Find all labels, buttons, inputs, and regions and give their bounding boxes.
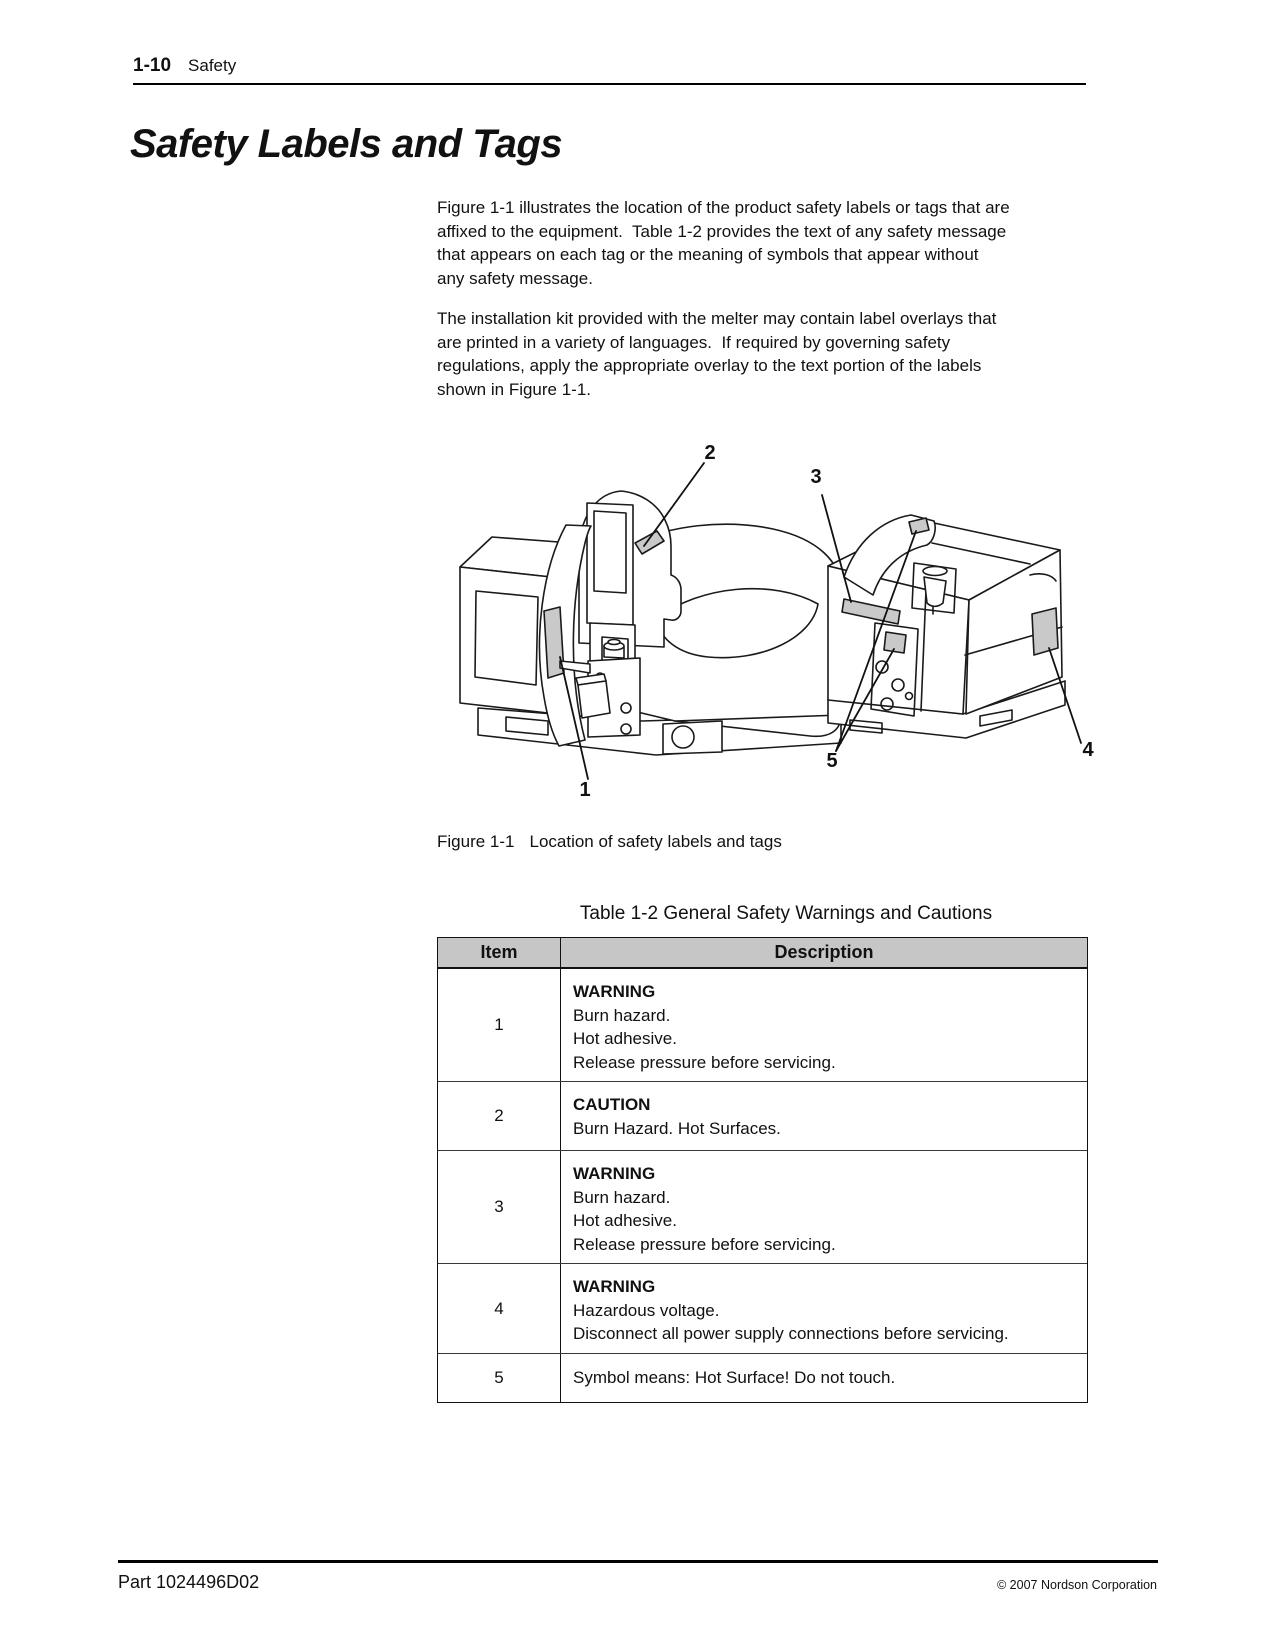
item-description (561, 1264, 1087, 1353)
callout-1: 1 (579, 779, 591, 801)
figure-1-1-illustration (420, 415, 1110, 805)
description-line: Release pressure before servicing. (573, 1052, 836, 1072)
paragraph-line: any safety message. (437, 268, 593, 288)
table-title: Table 1-2 General Safety Warnings and Cautions (579, 903, 993, 924)
warning-heading: WARNING (573, 1164, 656, 1183)
left-base-vent (506, 717, 548, 735)
item-number: 3 (438, 1151, 561, 1263)
item-number: 1 (438, 969, 561, 1081)
item-description (561, 1151, 1087, 1263)
page-number: 1-10 (133, 55, 172, 76)
paragraph-line: regulations, apply the appropriate overlay to the text portion of the labels (437, 356, 982, 375)
callout-2: 2 (704, 442, 716, 464)
running-header (133, 55, 236, 77)
table-row (438, 1263, 1087, 1353)
description-line: Hazardous voltage. (573, 1300, 720, 1320)
left-switch-knob (672, 726, 694, 748)
item-description (561, 1354, 1087, 1402)
table-header-row (438, 938, 1087, 969)
description-line: Burn hazard. (573, 1005, 671, 1025)
section-name: Safety (188, 56, 237, 75)
callout-5: 5 (826, 750, 838, 772)
intro-paragraph-2 (437, 307, 1107, 401)
paragraph-line: are printed in a variety of languages. If required by governing safety (437, 332, 951, 352)
footer-rule (118, 1560, 1158, 1563)
warning-heading: WARNING (573, 1277, 656, 1296)
left-melter-drawing (460, 491, 841, 755)
page-title: Safety Labels and Tags (130, 122, 563, 166)
paragraph-line: affixed to the equipment. Table 1-2 provides the text of any safety message (437, 221, 1007, 241)
item-number: 4 (438, 1264, 561, 1353)
safety-warnings-table (437, 937, 1088, 1403)
column-header-description: Description (774, 942, 874, 962)
warning-heading: CAUTION (573, 1095, 651, 1114)
description-line: Disconnect all power supply connections before servicing. (573, 1324, 1009, 1343)
description-line: Burn hazard. (573, 1187, 671, 1207)
safety-label-4 (1032, 608, 1058, 655)
header-rule (133, 83, 1086, 85)
warning-heading: WARNING (573, 982, 656, 1001)
item-number: 5 (438, 1354, 561, 1402)
intro-paragraph-1 (437, 196, 1107, 290)
paragraph-line: shown in Figure 1-1. (437, 379, 592, 399)
paragraph-line: Figure 1-1 illustrates the location of the product safety labels or tags that are (437, 198, 1010, 217)
description-line: Symbol means: Hot Surface! Do not touch. (573, 1368, 896, 1388)
item-number: 2 (438, 1082, 561, 1150)
callout-4: 4 (1082, 739, 1094, 761)
paragraph-line: The installation kit provided with the melter may contain label overlays that (437, 309, 997, 328)
table-row (438, 1150, 1087, 1263)
table-row (438, 1353, 1087, 1402)
callout-3: 3 (810, 466, 822, 488)
pump-valve (578, 681, 610, 718)
column-header-item: Item (438, 938, 561, 967)
pump-cap-knob (608, 640, 620, 645)
figure-caption-label: Figure 1-1 (437, 832, 515, 851)
filter-flange (923, 567, 947, 576)
item-description (561, 1082, 1087, 1150)
right-melter-drawing (828, 515, 1065, 738)
filter-cup (924, 577, 946, 606)
description-line: Hot adhesive. (573, 1211, 677, 1230)
table-row (438, 1081, 1087, 1150)
safety-label-5b (884, 632, 906, 653)
paragraph-line: that appears on each tag or the meaning of symbols that appear without (437, 245, 979, 264)
figure-caption-text: Location of safety labels and tags (529, 832, 782, 851)
item-description (561, 969, 1087, 1081)
description-line: Release pressure before servicing. (573, 1234, 836, 1254)
footer-part-number: Part 1024496D02 (118, 1572, 260, 1592)
table-row (438, 969, 1087, 1081)
footer-copyright: © 2007 Nordson Corporation (997, 1578, 1157, 1592)
figure-caption (437, 832, 782, 852)
description-line: Burn Hazard. Hot Surfaces. (573, 1118, 781, 1138)
description-line: Hot adhesive. (573, 1029, 677, 1048)
